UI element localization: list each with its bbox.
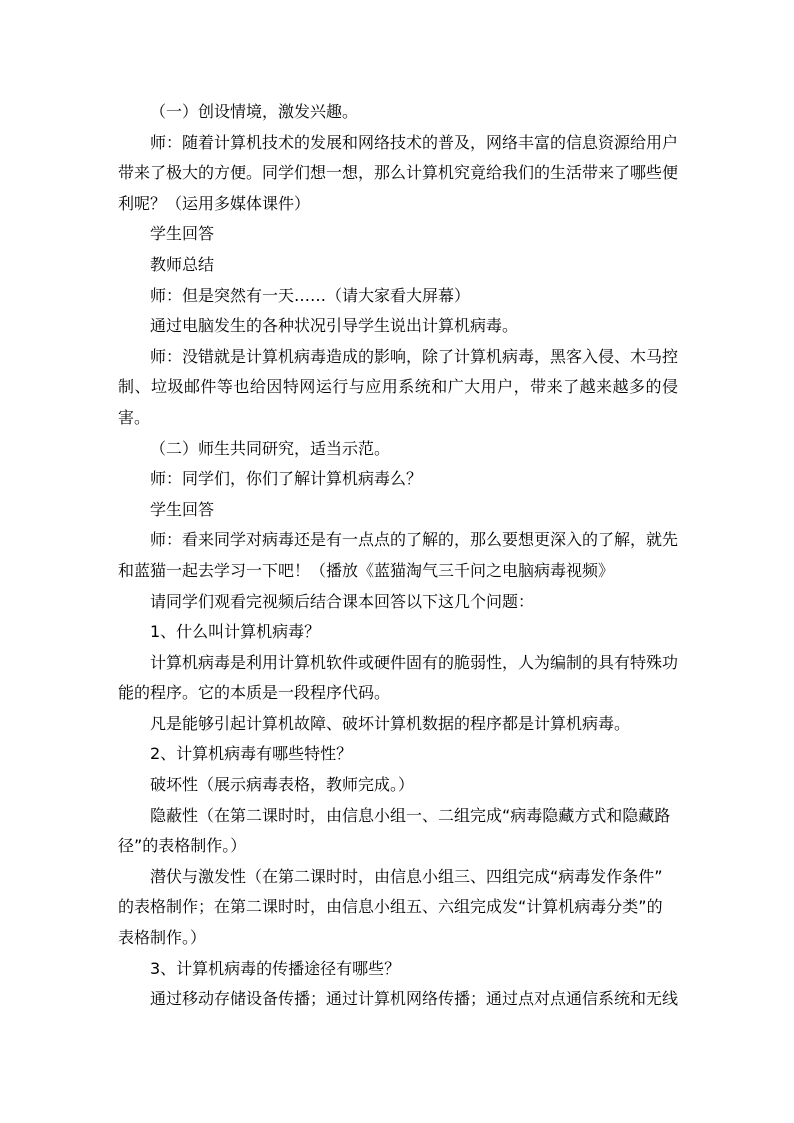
text-line: 师：同学们，你们了解计算机病毒么？ xyxy=(150,469,423,489)
text-line: 潜伏与激发性（在第二课时时，由信息小组三、四组完成“病毒发作条件” xyxy=(150,866,663,886)
text-line: 3、计算机病毒的传播途径有哪些？ xyxy=(150,958,401,978)
text-line: 凡是能够引起计算机故障、破坏计算机数据的程序都是计算机病毒。 xyxy=(150,713,631,733)
paragraph xyxy=(118,281,678,312)
text-line: 计算机病毒是利用计算机软件或硬件固有的脆弱性，人为编制的具有特殊功 xyxy=(150,652,679,672)
paragraph xyxy=(118,311,678,342)
text-line: 能的程序。它的本质是一段程序代码。 xyxy=(118,683,391,703)
text-line: 2、计算机病毒有哪些特性？ xyxy=(150,744,353,764)
paragraph xyxy=(118,984,678,1015)
paragraph xyxy=(118,495,678,526)
text-line: 和蓝猫一起去学习一下吧！（播放《蓝猫淘气三千问之电脑病毒视频》 xyxy=(118,560,615,580)
text-line: 利呢？（运用多媒体课件） xyxy=(118,193,311,213)
text-line: 通过移动存储设备传播；通过计算机网络传播；通过点对点通信系统和无线 xyxy=(150,989,679,1009)
text-line: 教师总结 xyxy=(150,254,215,274)
text-line: 师：看来同学对病毒还是有一点点的了解的，那么要想更深入的了解，就先 xyxy=(150,530,679,550)
paragraph xyxy=(118,434,678,465)
paragraph xyxy=(118,525,678,586)
text-line: 师：但是突然有一天……（请大家看大屏幕） xyxy=(150,285,471,305)
text-line: 破坏性（展示病毒表格，教师完成。） xyxy=(150,775,415,795)
paragraph xyxy=(118,219,678,250)
text-line: 学生回答 xyxy=(150,499,215,519)
text-line: 学生回答 xyxy=(150,224,215,244)
text-line: 通过电脑发生的各种状况引导学生说出计算机病毒。 xyxy=(150,316,519,336)
text-line: 请同学们观看完视频后结合课本回答以下这几个问题： xyxy=(150,591,535,611)
text-line: 的表格制作；在第二课时时，由信息小组五、六组完成发“计算机病毒分类”的 xyxy=(118,897,663,917)
paragraph xyxy=(118,862,678,954)
text-line: 带来了极大的方便。同学们想一想，那么计算机究竟给我们的生活带来了哪些便 xyxy=(118,163,679,183)
paragraph xyxy=(118,801,678,862)
paragraph xyxy=(118,250,678,281)
document-body xyxy=(118,97,678,1015)
paragraph xyxy=(118,709,678,740)
paragraph xyxy=(118,97,678,128)
paragraph xyxy=(118,464,678,495)
paragraph xyxy=(118,587,678,618)
paragraph xyxy=(118,954,678,985)
text-line: 制、垃圾邮件等也给因特网运行与应用系统和广大用户，带来了越来越多的侵害。 xyxy=(118,377,678,427)
text-line: 1、什么叫计算机病毒？ xyxy=(150,622,321,642)
paragraph xyxy=(118,770,678,801)
paragraph xyxy=(118,739,678,770)
text-line: 径”的表格制作。） xyxy=(118,836,247,856)
text-line: 表格制作。） xyxy=(118,928,207,948)
paragraph xyxy=(118,617,678,648)
text-line: 师：没错就是计算机病毒造成的影响，除了计算机病毒，黑客入侵、木马控 xyxy=(150,346,679,366)
text-line: 隐蔽性（在第二课时时，由信息小组一、二组完成“病毒隐藏方式和隐藏路 xyxy=(150,805,671,825)
text-line: （一）创设情境，激发兴趣。 xyxy=(150,102,359,121)
paragraph xyxy=(118,342,678,434)
text-line: 师：随着计算机技术的发展和网络技术的普及，网络丰富的信息资源给用户 xyxy=(150,132,679,152)
paragraph xyxy=(118,128,678,220)
text-line: （二）师生共同研究，适当示范。 xyxy=(150,438,391,458)
paragraph xyxy=(118,648,678,709)
